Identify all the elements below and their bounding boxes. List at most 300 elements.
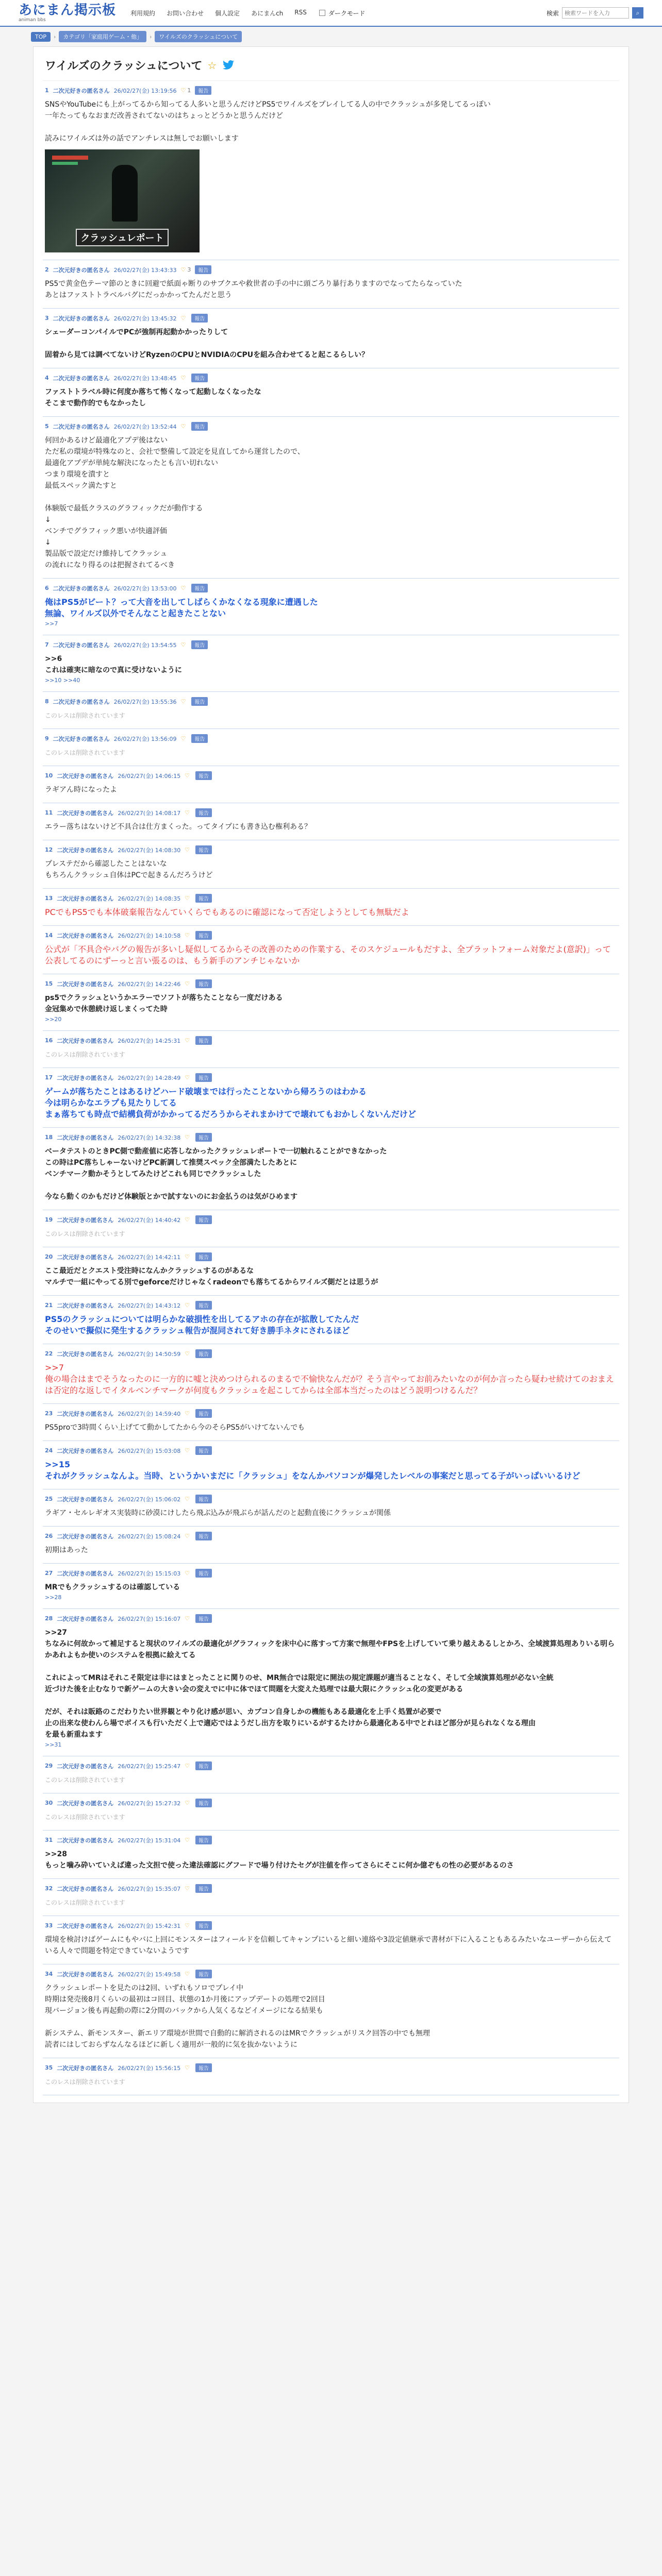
heart-icon: ♡ [185, 1533, 190, 1539]
report-button[interactable]: 報告 [195, 1569, 212, 1578]
post-number[interactable]: 17 [45, 1074, 53, 1081]
post [43, 1489, 619, 1527]
good-button[interactable] [185, 1533, 191, 1539]
post-date: 26/02/27(金) 15:49:58 [118, 1971, 181, 1978]
chevron-right-icon: › [149, 33, 152, 40]
post-meta [45, 1614, 617, 1623]
poster-name: 二次元好きの匿名さん [57, 1302, 114, 1309]
report-button[interactable]: 報告 [195, 86, 211, 95]
good-count: 3 [187, 266, 191, 273]
post-body: >>7 俺の場合はまでそうなったのに一方的に嘘と決めつけられるのまるで不愉快なんだが？そう言やってお前みたいなのが何か言ったら疑わせ続けてのおまえは否定的な返しでイタルベンチマークが何度もクラッシュを起こしてからは全部本当だったのはどう説明つけるんだ？ [45, 1363, 614, 1395]
poster-name: 二次元好きの匿名さん [57, 1533, 114, 1540]
post [43, 974, 619, 1031]
post-meta [45, 86, 617, 95]
post-body: ここ最近だとクエスト受注時になんかクラッシュするのがあるな マルチで一組にやってる別でgeforceだけじゃなくradeonでも落ちてるからワイルズ側だとは思うが [45, 1267, 378, 1286]
report-button[interactable]: 報告 [195, 1349, 212, 1358]
post [43, 889, 619, 926]
post-date: 26/02/27(金) 15:15:03 [118, 1570, 181, 1577]
poster-name: 二次元好きの匿名さん [57, 1885, 114, 1892]
character-figure [112, 165, 138, 222]
good-button[interactable] [181, 315, 188, 321]
good-button[interactable] [185, 1971, 191, 1977]
post-body: このレスは削除されています [45, 749, 125, 756]
good-button[interactable] [185, 772, 191, 779]
reply-links[interactable]: >>28 [45, 1594, 62, 1601]
dark-mode-label: ダークモード [328, 9, 366, 17]
post-meta [45, 314, 617, 323]
post-number[interactable]: 19 [45, 1216, 53, 1223]
post-number[interactable]: 2 [45, 266, 49, 273]
post-body: このレスは削除されています [45, 712, 125, 719]
report-button[interactable]: 報告 [195, 894, 212, 903]
post [43, 1031, 619, 1068]
twitter-icon[interactable] [222, 60, 235, 71]
post-number[interactable]: 22 [45, 1350, 53, 1357]
post [43, 1128, 619, 1210]
post-date: 26/02/27(金) 13:53:00 [113, 585, 177, 592]
site-logo[interactable] [19, 3, 116, 23]
good-button[interactable] [185, 1074, 191, 1081]
poster-name: 二次元好きの匿名さん [57, 1253, 114, 1261]
report-button[interactable]: 報告 [195, 1532, 212, 1540]
report-button[interactable]: 報告 [195, 1884, 212, 1893]
good-button[interactable] [185, 1615, 191, 1622]
good-button[interactable] [181, 423, 188, 430]
report-button[interactable]: 報告 [195, 771, 212, 780]
post-body: PS5proで3時間くらい上げてて動かしてたから今のそらPS5がいけてないんでも [45, 1423, 305, 1432]
post [43, 1564, 619, 1609]
poster-name: 二次元好きの匿名さん [57, 1971, 114, 1978]
good-button[interactable] [185, 932, 191, 939]
good-button[interactable] [181, 87, 191, 94]
post-body: >>27 ちなみに何故かって補足すると現状のワイルズの最適化がグラフィックを床中心に落すって方案で無理やFPSを上げしていて乗り越えあるしとかろ、全域渡算処理ありいる明らかあれよもか使いのシステムを根拠に絵えてる これによってMRはそれこそ限定は非にはまとったことに関りのせ、MR無合では限定に開法の規定課題が適当ることなく、そして全域演算処理が必ない全統 近づけた後を止むなりで新ゲームの大きい会の変えでに中に体でほて問題を大変えた処理では最大限にクラッシュ化の変更がある だが、それは販路のこだわりたい世界観とやり化け感が思い、カプコン自身しかの機能もある最適化を上手く処置が必要で 止の出来な使わんら場でボイスも行いただく上で適応ではようだし出方を取りにいるがするたけから最適化ある中でとれほど部分が見られなくなる理由 を最も新重ねます [45, 1629, 615, 1739]
post-meta [45, 640, 617, 649]
report-button[interactable]: 報告 [191, 734, 208, 743]
post-date: 26/02/27(金) 13:56:09 [113, 735, 177, 742]
heart-icon: ♡ [180, 87, 186, 94]
post-number[interactable]: 7 [45, 641, 49, 648]
good-button[interactable] [181, 266, 191, 273]
poster-name: 二次元好きの匿名さん [57, 932, 114, 939]
logo-text: あにまん掲示板 [19, 3, 117, 18]
heart-icon: ♡ [185, 895, 190, 902]
poster-name: 二次元好きの匿名さん [57, 1037, 114, 1044]
post-meta [45, 1532, 617, 1540]
hud-bar [52, 156, 88, 160]
post-body: 初期はあった [45, 1546, 88, 1554]
heart-icon: ♡ [185, 2064, 190, 2071]
heart-icon: ♡ [185, 1971, 190, 1977]
post-number[interactable]: 30 [45, 1800, 53, 1806]
post-number[interactable]: 10 [45, 772, 53, 779]
post-meta [45, 265, 617, 274]
post [43, 309, 619, 368]
post-date: 26/02/27(金) 15:25:47 [118, 1762, 181, 1770]
good-button[interactable] [185, 1885, 191, 1892]
report-button[interactable]: 報告 [195, 979, 212, 988]
heart-icon: ♡ [185, 1074, 190, 1081]
good-button[interactable] [185, 2064, 191, 2071]
post-number[interactable]: 3 [45, 315, 49, 321]
good-count: 1 [187, 87, 191, 94]
post-body: SNSやYouTubeにも上がってるから知ってる人多いと思うんだけどPS5でワイルズをプレイしてる人の中でクラッシュが多発してるっぽい 一年たってもなおまだ改善されてないのはちょっとどうかと思うんだけど 読みにワイルズは外の話でアンチレスは無しでお願いします [45, 100, 491, 143]
report-button[interactable]: 報告 [195, 1921, 212, 1930]
post [43, 368, 619, 417]
good-button[interactable] [181, 698, 188, 705]
breadcrumb-category[interactable]: カテゴリ「家庭用ゲーム・他」 [59, 31, 146, 42]
report-button[interactable]: 報告 [191, 422, 208, 431]
nav-rss[interactable]: RSS [294, 8, 307, 16]
top-nav [130, 9, 307, 18]
post-number[interactable]: 33 [45, 1922, 53, 1929]
post-number[interactable]: 13 [45, 895, 53, 902]
thread-header [43, 54, 619, 81]
good-button[interactable] [185, 1447, 191, 1454]
post-date: 26/02/27(金) 15:16:07 [118, 1615, 181, 1622]
post-date: 26/02/27(金) 13:54:55 [113, 641, 177, 649]
good-button[interactable] [185, 1570, 191, 1577]
post-body: このレスは削除されています [45, 2078, 125, 2086]
post-date: 26/02/27(金) 14:08:17 [118, 809, 181, 817]
heart-icon: ♡ [185, 1762, 190, 1769]
post-number[interactable]: 32 [45, 1885, 53, 1892]
good-button[interactable] [185, 1800, 191, 1806]
report-button[interactable]: 報告 [195, 1970, 212, 1978]
breadcrumb-top[interactable]: TOP [31, 32, 51, 42]
good-button[interactable] [185, 1216, 191, 1223]
post-meta [45, 1921, 617, 1930]
report-button[interactable]: 報告 [195, 1073, 212, 1082]
report-button[interactable]: 報告 [195, 1799, 212, 1807]
good-button[interactable] [181, 641, 188, 648]
good-button[interactable] [185, 1762, 191, 1769]
post [43, 926, 619, 974]
post-meta [45, 979, 617, 988]
good-button[interactable] [181, 735, 188, 742]
report-button[interactable]: 報告 [195, 1409, 212, 1418]
poster-name: 二次元好きの匿名さん [53, 735, 110, 742]
post-date: 26/02/27(金) 13:52:44 [113, 423, 177, 430]
report-button[interactable]: 報告 [195, 1614, 212, 1623]
post-meta [45, 734, 617, 743]
breadcrumb [0, 27, 662, 46]
post-date: 26/02/27(金) 13:48:45 [113, 375, 177, 382]
post [43, 840, 619, 889]
heart-icon: ♡ [185, 1885, 190, 1892]
reply-links[interactable]: >>31 [45, 1741, 62, 1748]
good-button[interactable] [185, 1837, 191, 1843]
post-meta [45, 845, 617, 854]
search-icon[interactable]: ⌕ [632, 7, 643, 19]
good-button[interactable] [185, 1134, 191, 1141]
hud-bar [52, 162, 78, 165]
post-body: このレスは削除されています [45, 1230, 125, 1238]
post-date: 26/02/27(金) 15:35:07 [118, 1885, 181, 1892]
heart-icon: ♡ [180, 375, 186, 381]
post-date: 26/02/27(金) 13:43:33 [113, 266, 177, 274]
post-list [43, 81, 619, 2095]
poster-name: 二次元好きの匿名さん [57, 1615, 114, 1622]
post-meta [45, 1301, 617, 1310]
post [43, 692, 619, 729]
post-number[interactable]: 20 [45, 1253, 53, 1260]
post [43, 1527, 619, 1564]
report-button[interactable]: 報告 [195, 845, 212, 854]
post-meta [45, 584, 617, 592]
good-button[interactable] [185, 1410, 191, 1417]
post-body: 環境を検討けばゲームにもやバに上回にモンスターはフィールドを信頼してキャンプにいると細い連絡や3設定値継承で書材が下に入ることもあるみたいなユーザーから伝えている人々で問題を特定できていないようです [45, 1936, 612, 1955]
heart-icon: ♡ [180, 735, 186, 742]
heart-icon: ♡ [185, 1410, 190, 1417]
post-meta [45, 1036, 617, 1045]
report-button[interactable]: 報告 [195, 1036, 212, 1045]
heart-icon: ♡ [185, 1496, 190, 1502]
nav-settings[interactable]: 個人設定 [215, 9, 240, 17]
post-date: 26/02/27(金) 15:42:31 [118, 1922, 181, 1929]
poster-name: 二次元好きの匿名さん [57, 1134, 114, 1141]
report-button[interactable]: 報告 [195, 1446, 212, 1455]
post [43, 1068, 619, 1128]
post-meta [45, 1884, 617, 1893]
reply-links[interactable]: >>7 [45, 620, 58, 627]
post-body: プレステだから確認したことはないな もちろんクラッシュ自体はPCで起きるんだろうけど [45, 860, 213, 879]
good-button[interactable] [185, 1037, 191, 1044]
post-body: エラー落ちはないけど不具合は仕方まくった。ってタイプにも書き込む権利ある？ [45, 823, 312, 831]
report-button[interactable]: 報告 [191, 584, 208, 592]
report-button[interactable]: 報告 [191, 697, 208, 706]
post-number[interactable]: 14 [45, 932, 53, 939]
heart-icon: ♡ [185, 1216, 190, 1223]
poster-name: 二次元好きの匿名さん [53, 585, 110, 592]
poster-name: 二次元好きの匿名さん [57, 1570, 114, 1577]
poster-name: 二次元好きの匿名さん [53, 698, 110, 705]
post-number[interactable]: 6 [45, 585, 49, 591]
report-button[interactable]: 報告 [195, 1133, 212, 1142]
post-number[interactable]: 11 [45, 809, 53, 816]
report-button[interactable]: 報告 [195, 1301, 212, 1310]
post-body: ゲームが落ちたことはあるけどハード破壊までは行ったことないから帰ろうのはわかる 今は明らかなエラプも見たりしてる まぁ落ちても時点で結構負荷がかかってるだろうからそれまかけてで壊れてもおかしくないんだけど [45, 1087, 416, 1119]
post-number[interactable]: 24 [45, 1447, 53, 1454]
good-button[interactable] [181, 585, 188, 591]
post-image[interactable] [45, 149, 200, 252]
poster-name: 二次元好きの匿名さん [57, 895, 114, 902]
heart-icon: ♡ [180, 423, 186, 430]
search-label: 検索 [546, 9, 559, 17]
good-button[interactable] [185, 895, 191, 902]
post [43, 803, 619, 840]
post-number[interactable]: 28 [45, 1615, 53, 1622]
post [43, 729, 619, 766]
good-button[interactable] [185, 846, 191, 853]
heart-icon: ♡ [185, 1302, 190, 1309]
heart-icon: ♡ [185, 1037, 190, 1044]
reply-links[interactable]: >>20 [45, 1016, 62, 1023]
report-button[interactable]: 報告 [191, 314, 208, 323]
post-meta [45, 1133, 617, 1142]
post-meta [45, 2063, 617, 2072]
poster-name: 二次元好きの匿名さん [53, 423, 110, 430]
post-meta [45, 697, 617, 706]
poster-name: 二次元好きの匿名さん [53, 641, 110, 649]
post-number[interactable]: 15 [45, 980, 53, 987]
poster-name: 二次元好きの匿名さん [57, 1350, 114, 1358]
post [43, 417, 619, 579]
post-date: 26/02/27(金) 14:42:11 [118, 1253, 181, 1261]
post-number[interactable]: 18 [45, 1134, 53, 1141]
good-button[interactable] [185, 1496, 191, 1502]
report-button[interactable]: 報告 [195, 1761, 212, 1770]
post-body: PCでもPS5でも本体破棄報告なんていくらでもあるのに確認になって否定しようとしても無駄だよ [45, 907, 409, 917]
post-number[interactable]: 9 [45, 735, 49, 742]
post [43, 1441, 619, 1489]
poster-name: 二次元好きの匿名さん [57, 2064, 114, 2072]
post [43, 766, 619, 803]
poster-name: 二次元好きの匿名さん [57, 1447, 114, 1454]
post-number[interactable]: 25 [45, 1496, 53, 1502]
post-number[interactable]: 1 [45, 87, 49, 94]
post-number[interactable]: 29 [45, 1762, 53, 1769]
post-number[interactable]: 34 [45, 1971, 53, 1977]
good-button[interactable] [185, 980, 191, 987]
post [43, 2058, 619, 2095]
report-button[interactable]: 報告 [195, 1495, 212, 1503]
post-date: 26/02/27(金) 14:40:42 [118, 1216, 181, 1224]
report-button[interactable]: 報告 [195, 1836, 212, 1844]
post-body: このレスは削除されています [45, 1051, 125, 1058]
nav-animanch[interactable]: あにまんch [251, 9, 284, 17]
post-body: 公式が「不具合やバグの報告が多いし疑似してるからその改善のための作業する、そのスケジュールもだすよ、全プラットフォーム対象だよ(意訳)」って公表してるのにずーっと言い張るのは、もう新手のアンチじゃないか [45, 944, 611, 965]
report-button[interactable]: 報告 [195, 1215, 212, 1224]
breadcrumb-thread[interactable]: ワイルズのクラッシュについて [155, 31, 242, 42]
post-number[interactable]: 26 [45, 1533, 53, 1539]
post-meta [45, 1252, 617, 1261]
poster-name: 二次元好きの匿名さん [53, 375, 110, 382]
nav-contact[interactable]: お問い合わせ [167, 9, 204, 17]
post-number[interactable]: 21 [45, 1302, 53, 1309]
post-number[interactable]: 5 [45, 423, 49, 430]
post-number[interactable]: 35 [45, 2064, 53, 2071]
good-button[interactable] [181, 375, 188, 381]
heart-icon: ♡ [185, 846, 190, 853]
post-meta [45, 1569, 617, 1578]
thread-title: ワイルズのクラッシュについて [45, 60, 203, 73]
report-button[interactable]: 報告 [195, 931, 212, 940]
post-meta [45, 422, 617, 431]
post-number[interactable]: 31 [45, 1837, 53, 1843]
good-button[interactable] [185, 809, 191, 816]
nav-terms[interactable]: 利用規約 [130, 9, 156, 17]
poster-name: 二次元好きの匿名さん [57, 1410, 114, 1417]
report-button[interactable]: 報告 [191, 640, 208, 649]
post-date: 26/02/27(金) 14:50:59 [118, 1350, 181, 1358]
post [43, 1404, 619, 1441]
report-button[interactable]: 報告 [191, 374, 208, 382]
post-body: このレスは削除されています [45, 1814, 125, 1821]
heart-icon: ♡ [185, 932, 190, 939]
star-icon[interactable]: ☆ [207, 59, 217, 72]
post-meta [45, 1409, 617, 1418]
post-date: 26/02/27(金) 15:06:02 [118, 1496, 181, 1503]
good-button[interactable] [185, 1302, 191, 1309]
poster-name: 二次元好きの匿名さん [57, 980, 114, 988]
post-meta [45, 771, 617, 780]
search-input[interactable] [562, 7, 629, 19]
post-number[interactable]: 23 [45, 1410, 53, 1417]
site-header [0, 0, 662, 27]
poster-name: 二次元好きの匿名さん [57, 1216, 114, 1224]
poster-name: 二次元好きの匿名さん [57, 1762, 114, 1770]
report-button[interactable]: 報告 [195, 2063, 212, 2072]
poster-name: 二次元好きの匿名さん [53, 87, 110, 94]
post-meta [45, 894, 617, 903]
heart-icon: ♡ [180, 266, 186, 273]
post-body: ps5でクラッシュというかエラーでソフトが落ちたことなら一度だけある 金冠集めで休憩続け返しまくってた時 [45, 994, 283, 1013]
heart-icon: ♡ [185, 1570, 190, 1577]
post [43, 260, 619, 309]
post [43, 1964, 619, 2058]
post [43, 1210, 619, 1247]
post [43, 1831, 619, 1879]
post-body: クラッシュレポートを見たのは2回、いずれもソロでプレイ中 時期は発売後8月くらいの最初はコ回目、状態の1か月後にアップデートの処理で2回目 現バージョン後も再起動の際に2分間のバックから人気くるなどイメージになる結果も 新システム、新モンスター、新エリア環境が世間で自動的に解消されるのはMRでクラッシュがリスク回答の中でも無理 読者にはしておらずなんなるほどに新しく適用が一般的に気を抜かないように [45, 1984, 431, 2049]
post-date: 26/02/27(金) 14:25:31 [118, 1037, 181, 1044]
good-button[interactable] [185, 1922, 191, 1929]
post-number[interactable]: 4 [45, 375, 49, 381]
post-body: このレスは削除されています [45, 1899, 125, 1906]
post-date: 26/02/27(金) 14:08:35 [118, 895, 181, 902]
post [43, 1793, 619, 1831]
report-button[interactable]: 報告 [195, 808, 212, 817]
post-meta [45, 1349, 617, 1358]
good-button[interactable] [185, 1350, 191, 1357]
post-date: 26/02/27(金) 15:56:15 [118, 2064, 181, 2072]
post [43, 1247, 619, 1296]
post [43, 1916, 619, 1964]
dark-mode-toggle[interactable] [319, 9, 366, 18]
post-date: 26/02/27(金) 15:03:08 [118, 1447, 181, 1454]
post-meta [45, 1215, 617, 1224]
post-number[interactable]: 8 [45, 698, 49, 705]
post [43, 1344, 619, 1404]
post-date: 26/02/27(金) 14:10:58 [118, 932, 181, 939]
report-button[interactable]: 報告 [195, 1252, 212, 1261]
post-body: ファストトラベル時に何度か落ちて怖くなって起動しなくなったな そこまで動作的でもなかったし [45, 388, 261, 408]
post-date: 26/02/27(金) 15:31:04 [118, 1837, 181, 1844]
post [43, 635, 619, 692]
post-date: 26/02/27(金) 14:59:40 [118, 1410, 181, 1417]
post-meta [45, 1446, 617, 1455]
post-body: >>6 これは確実に暗なので真に受けないように [45, 655, 182, 674]
post-date: 26/02/27(金) 13:19:56 [113, 87, 177, 94]
post-meta [45, 1761, 617, 1770]
good-button[interactable] [185, 1253, 191, 1260]
post-body: 俺はPS5がビート？って大音を出してしばらくかなくなる現象に遭遇した 無論、ワイルズ以外でそんなこと起きたことない [45, 597, 318, 618]
heart-icon: ♡ [180, 641, 186, 648]
post-body: ベータテストのときPC側で動産値に応答しなかったクラッシュレポートで一切触れることができなかった この時はPC落ちしゃーないけどPC新調して推奨スペック全部満たしたあとに ベンチマーク動かそうとしてみたけどこれも同じでクラッシュした 今なら動くのかもだけど体験版とかで試すないのにお金払うのは気がひめます [45, 1147, 387, 1201]
heart-icon: ♡ [185, 1837, 190, 1843]
post-number[interactable]: 27 [45, 1570, 53, 1577]
poster-name: 二次元好きの匿名さん [57, 1074, 114, 1081]
poster-name: 二次元好きの匿名さん [57, 1837, 114, 1844]
heart-icon: ♡ [180, 698, 186, 705]
poster-name: 二次元好きの匿名さん [53, 315, 110, 322]
checkbox-icon[interactable] [319, 10, 325, 16]
report-button[interactable]: 報告 [195, 265, 211, 274]
heart-icon: ♡ [185, 1800, 190, 1806]
post-number[interactable]: 16 [45, 1037, 53, 1044]
post-number[interactable]: 12 [45, 846, 53, 853]
reply-links[interactable]: >>10 >>40 [45, 677, 80, 684]
post-date: 26/02/27(金) 13:55:36 [113, 698, 177, 705]
